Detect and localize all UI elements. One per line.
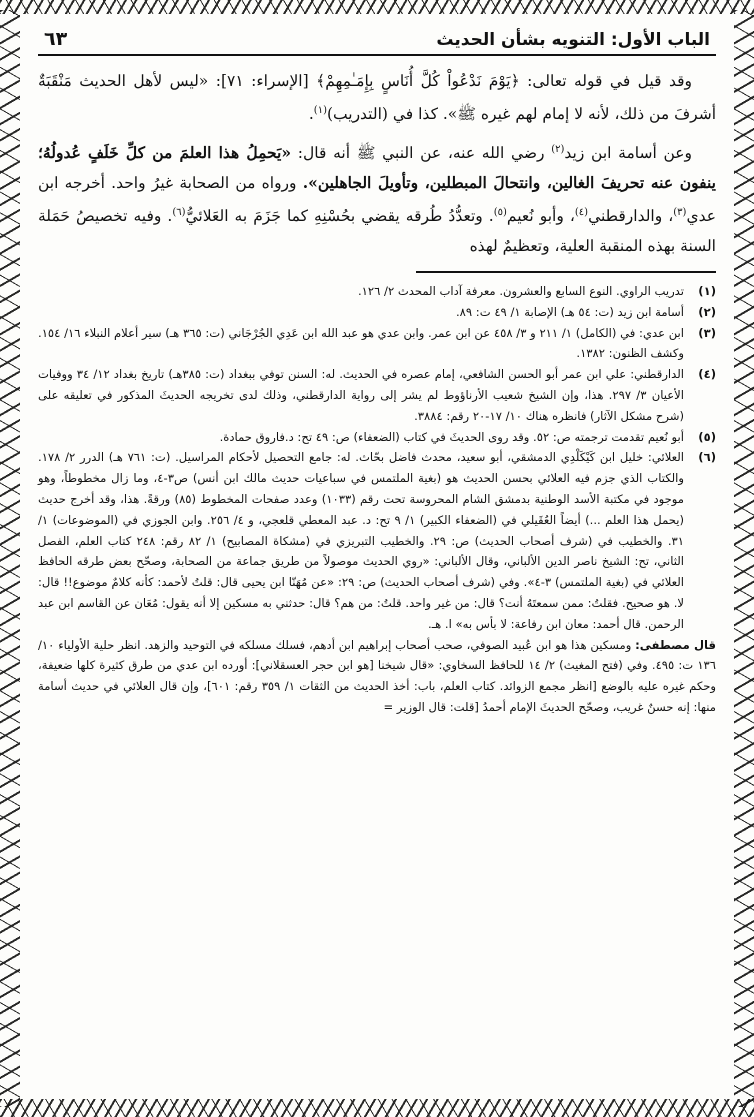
ornamental-border-left bbox=[0, 10, 20, 1107]
footnote-number: (٣) bbox=[698, 325, 716, 340]
paragraph-2-text: . وفيه تخصيصُ حَمَلة السنة بهذه المنقبة العلية، وتعظيمٌ لهذه bbox=[38, 207, 716, 256]
footnote-ref: (٢) bbox=[551, 144, 565, 156]
footnote-ref: (٦) bbox=[172, 207, 186, 219]
footnote-number: (٥) bbox=[698, 429, 716, 444]
footnote-ref: (٣) bbox=[673, 207, 687, 219]
ornamental-border-right bbox=[734, 10, 754, 1107]
page bbox=[38, 16, 716, 1093]
footnote-ref: (٥) bbox=[493, 207, 507, 219]
footnote-number: (٤) bbox=[698, 367, 716, 382]
main-text bbox=[38, 66, 716, 261]
paragraph-2-text: ، وأبو نُعيم bbox=[506, 207, 575, 226]
footnote-number: (٦) bbox=[698, 450, 716, 465]
hadith-quote: «يَحمِلُ هذا العلمَ من كلِّ خَلَفٍ عُدولُهُ؛ ينفون عنه تحريفَ الغالين، وانتحالَ المبطلين، وتأويلَ الجاهلين». bbox=[38, 143, 716, 193]
footnote bbox=[38, 447, 716, 634]
ornamental-border-bottom bbox=[0, 1099, 754, 1117]
running-title: الباب الأول: التنويه بشأن الحديث bbox=[436, 30, 710, 50]
continuation-label: قال مصطفى: bbox=[635, 637, 716, 652]
footnote-number: (٢) bbox=[698, 304, 716, 319]
page-header bbox=[38, 16, 716, 56]
paragraph-1-text: وقد قيل في قوله تعالى: ﴿يَوْمَ نَدْعُواْ كُلَّ أُنَاسٍ بِإِمَـٰمِهِمْ﴾ [الإسراء: ٧١]: «ليس لأهل الحديث مَنْقَبَةٌ أشرفَ من ذلك، لأنه لا إمام لهم غيره ﷺ». كذا في (التدريب) bbox=[38, 72, 716, 124]
paragraph-2 bbox=[38, 135, 716, 261]
footnote-ref: (٤) bbox=[574, 207, 589, 219]
continuation-text: ومسكين هذا هو ابن عُبيد الصوفي، صحب أصحاب إبراهيم ابن أدهم، فسلك مسلكه في التوحيد والزهد. انظر حلية الأولياء ١٠/ ١٣٦ ت: ٤٩٥. وفي (فتح المغيث) ٢/ ١٤ للحافظ السخاوي: «قال شيخنا [هو ابن حجر العسقلاني]: أورده ابن عدي من طرق كثيرة كلها ضعيفة، وحكم غيره عليه بالوضع [انظر مجمع الزوائد. كتاب العلم، باب: أخذ الحديث من الثقات ١/ ٣٥٩ رقم: ٦٠١]، وإن قال العلائي في حديث أسامة منها: إنه حسنٌ غريب، وصحّح الحديثَ الإمام أحمدُ [قلت: قال الوزير = bbox=[38, 637, 717, 714]
paragraph-2-text: ، والدارقطني bbox=[588, 207, 674, 226]
footnote bbox=[38, 281, 716, 302]
footnote-text: أسامة ابن زيد (ت: ٥٤ هـ) الإصابة ١/ ٤٩ ت: ٨٩. bbox=[455, 304, 684, 319]
footnote-number: (١) bbox=[698, 283, 716, 298]
footnote bbox=[38, 364, 716, 426]
footnotes bbox=[38, 281, 716, 718]
page-number: ٦٣ bbox=[44, 28, 68, 50]
paragraph-2-text: رضي الله عنه، عن النبي ﷺ أنه قال: bbox=[297, 144, 545, 163]
footnote-continuation bbox=[38, 635, 716, 718]
footnote bbox=[38, 302, 716, 323]
footnote-text: الدارقطني: علي ابن عمر أبو الحسن الشافعي، إمام عصره في الحديث. له: السنن توفي ببغداد (ت: ٣٨٥هـ) تاريخ بغداد ١٢/ ٣٤ ووفيات الأعيان ٣/ ٢٩٧. هذا، وإن الشيخ شعيب الأرناؤوط لم يشر إلى رواية الدارقطني، وذلك لدى تخريجه الحديثَ المذكور في تعليقه على (شرح مشكل الآثار) فانظره هناك ١٠/ ١٧-٢٠ رقم: ٣٨٨٤. bbox=[38, 367, 684, 423]
footnote bbox=[38, 427, 716, 448]
footnote-text: أبو نُعيم تقدمت ترجمته ص: ٥٢. وقد روى الحديثَ في كتاب (الضعفاء) ص: ٤٩ تح: د.فاروق حمادة. bbox=[219, 429, 684, 444]
paragraph-2-text: . وتعدُّدُ طُرقه يقضي بحُسْنِهِ كما جَزَمَ به العَلائيُّ bbox=[185, 207, 494, 226]
footnote-text: العلائي: خليل ابن كَيْكَلْدِي الدمشقي، أبو سعيد، محدث فاضل بحّاث. له: جامع التحصيل لأحكام المراسيل. (ت: ٧٦١ هـ) الدرر ٢/ ١٧٨. والكتاب الذي جزم فيه العلائي بحسن الحديث هو (بغية الملتمس في سباعيات حديث مالك ابن أنس) ص٣-٤، وما زال مخطوطاً، وهو موجود في مكتبة الأسد الوطنية بدمشق الشام المحروسة تحت رقم (١٠٣٣) وعدد صفحات المخطوط (٨٥) ورقةً. هذا، وقد أخرج حديث (يحمل هذا العلم ...) أيضاً العُقَيلي في (الضعفاء الكبير) ١/ ٩ تح: د. عبد المعطي قلعجي، و ٤/ ٢٥٦. وابن الجوزي في (الموضوعات) ١/ ٣١. والخطيب في (شرف أصحاب الحديث) ص: ٢٩. والخطيب التبريزي في (مشكاة المصابيح) ١/ ٨٢ رقم: ٢٤٨ كتاب العلم، الفصل الثاني، تح: الشيخ ناصر الدين الألباني، وقال الألباني: «روي الحديث موصولاً من طريق جماعة من الصحابة، وصحّح بعض طرقه الحافظ العلائي في (بغية الملتمس) ٣-٤». وفي (شرف أصحاب الحديث) ص: ٢٩: «عن مُهَنّا ابن يحيى قال: قلتُ لأحمد: كأنه كلامٌ موضوع!! قال: لا. هو صحيح. فقلتُ: ممن سمعتَهُ أنت؟ قال: من غير واحد. قلتُ: من هم؟ قال: حدثني به مسكين إلا أنه يقول: مُعَان عن القاسم ابن عبد الرحمن. قال أحمد: معان ابن رفاعة: لا بأس به» ا. هـ. bbox=[38, 450, 685, 631]
ornamental-border-top bbox=[0, 0, 754, 14]
footnote-text: تدريب الراوي. النوع السابع والعشرون. معرفة آداب المحدث ٢/ ١٢٦. bbox=[357, 283, 684, 298]
paragraph-2-text: ورواه من الصحابة غيرُ واحد. أخرجه ابن عدي bbox=[38, 174, 716, 226]
paragraph-1: وقد قيل في قوله تعالى: ﴿يَوْمَ نَدْعُواْ كُلَّ أُنَاسٍ بِإِمَـٰمِهِمْ﴾ [الإسراء: ٧١]: «ليس لأهل الحديث مَنْقَبَةٌ أشرفَ من ذلك، لأنه لا إمام لهم غيره ﷺ». كذا في (التدريب)$^{(١)}$. bbox=[38, 72, 716, 124]
paragraph-2-text: وعن أسامة ابن زيد bbox=[564, 144, 692, 163]
footnote bbox=[38, 323, 716, 365]
footnote-text: ابن عدي: في (الكامل) ١/ ٢١١ و ٣/ ٤٥٨ عن ابن عمر. وابن عدي هو عبد الله ابن عَدِي الجُرْجَاني (ت: ٣٦٥ هـ) سير أعلام النبلاء ١٦/ ١٥٤. وكشف الظنون: ١٣٨٢. bbox=[38, 325, 684, 361]
footnote-ref: (١) bbox=[313, 105, 327, 116]
footnote-divider bbox=[416, 271, 716, 273]
